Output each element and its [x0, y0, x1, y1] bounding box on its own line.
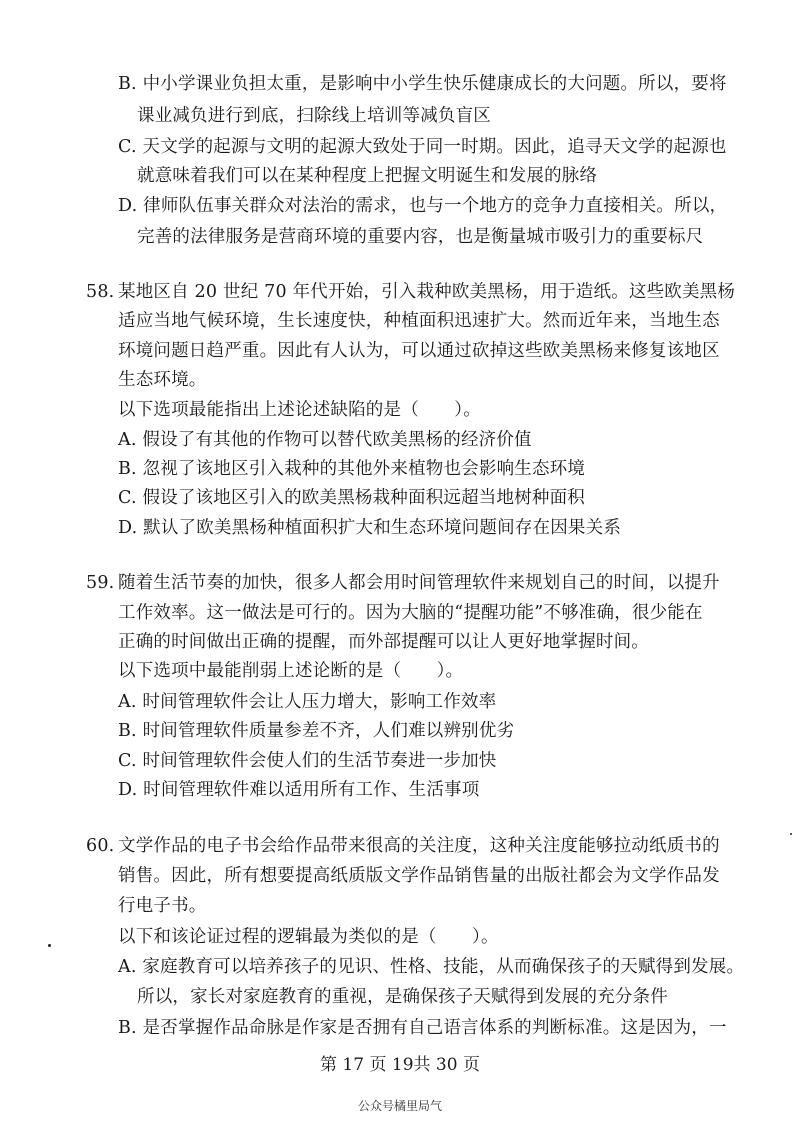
question-59-option-b: B. 时间管理软件质量参差不齐，人们难以辨别优劣: [118, 721, 515, 741]
question-60-stem-line2: 销售。因此，所有想要提高纸质版文学作品销售量的出版社都会为文学作品发: [118, 866, 720, 886]
question-59-option-d: D. 时间管理软件难以适用所有工作、生活事项: [118, 780, 480, 800]
prev-option-d-line1: D. 律师队伍事关群众对法治的需求，也与一个地方的竞争力直接相关。所以，: [118, 196, 728, 216]
question-58-stem-line4: 生态环境。: [118, 370, 207, 390]
prev-option-c-line2: 就意味着我们可以在某种程度上把握文明诞生和发展的脉络: [137, 166, 598, 186]
prev-option-c-line1: C. 天文学的起源与文明的起源大致处于同一时期。因此，追寻天文学的起源也: [118, 137, 727, 157]
question-58-option-d: D. 默认了欧美黑杨种植面积扩大和生态环境问题间存在因果关系: [118, 518, 622, 538]
question-60-prompt: 以下和该论证过程的逻辑最为类似的是（ ）。: [118, 927, 499, 947]
question-59-stem-line1: 随着生活节奏的加快，很多人都会用时间管理软件来规划自己的时间，以提升: [118, 573, 720, 593]
question-60-option-b-line1: B. 是否掌握作品命脉是作家是否拥有自己语言体系的判断标准。这是因为，一: [118, 1018, 727, 1038]
question-60-stem-line3: 行电子书。: [118, 896, 207, 916]
question-59-option-c: C. 时间管理软件会使人们的生活节奏进一步加快: [118, 751, 497, 771]
prev-option-d-line2: 完善的法律服务是营商环境的重要内容，也是衡量城市吸引力的重要标尺: [137, 227, 704, 247]
question-58-number: 58.: [86, 282, 115, 302]
question-58-option-b: B. 忽视了该地区引入栽种的其他外来植物也会影响生态环境: [118, 459, 586, 479]
prev-option-b-line2: 课业减负进行到底，扫除线上培训等减负盲区: [137, 106, 491, 126]
question-58-stem-line1: 某地区自 20 世纪 70 年代开始，引入栽种欧美黑杨，用于造纸。这些欧美黑杨: [118, 282, 736, 302]
watermark-text: 公众号橘里局气: [357, 1099, 442, 1113]
question-60-option-a-line1: A. 家庭教育可以培养孩子的见识、性格、技能，从而确保孩子的天赋得到发展。: [118, 957, 745, 977]
prev-option-b-line1: B. 中小学课业负担太重，是影响中小学生快乐健康成长的大问题。所以，要将: [118, 74, 727, 94]
question-59-prompt: 以下选项中最能削弱上述论断的是（ ）。: [118, 661, 464, 681]
question-58-option-c: C. 假设了该地区引入的欧美黑杨栽种面积远超当地树种面积: [118, 488, 585, 508]
question-58-stem-line2: 适应当地气候环境，生长速度快，种植面积迅速扩大。然而近年来，当地生态: [118, 311, 720, 331]
question-59-option-a: A. 时间管理软件会让人压力增大，影响工作效率: [118, 692, 497, 712]
question-58-option-a: A. 假设了有其他的作物可以替代欧美黑杨的经济价值: [118, 430, 532, 450]
question-58-prompt: 以下选项最能指出上述论述缺陷的是（ ）。: [118, 400, 481, 420]
scan-speck: [790, 833, 792, 835]
question-60-stem-line1: 文学作品的电子书会给作品带来很高的关注度，这种关注度能够拉动纸质书的: [118, 836, 720, 856]
page-number: 第 17 页 19共 30 页: [320, 1055, 480, 1075]
question-59-stem-line2: 工作效率。这一做法是可行的。因为大脑的“提醒功能”不够准确，很少能在: [118, 603, 703, 623]
question-58-stem-line3: 环境问题日趋严重。因此有人认为，可以通过砍掉这些欧美黑杨来修复该地区: [118, 341, 720, 361]
question-59-number: 59.: [86, 573, 115, 593]
question-59-stem-line3: 正确的时间做出正确的提醒，而外部提醒可以让人更好地掌握时间。: [118, 632, 649, 652]
scan-speck: [48, 944, 51, 947]
question-60-option-a-line2: 所以，家长对家庭教育的重视，是确保孩子天赋得到发展的充分条件: [137, 987, 668, 1007]
question-60-number: 60.: [86, 836, 115, 856]
